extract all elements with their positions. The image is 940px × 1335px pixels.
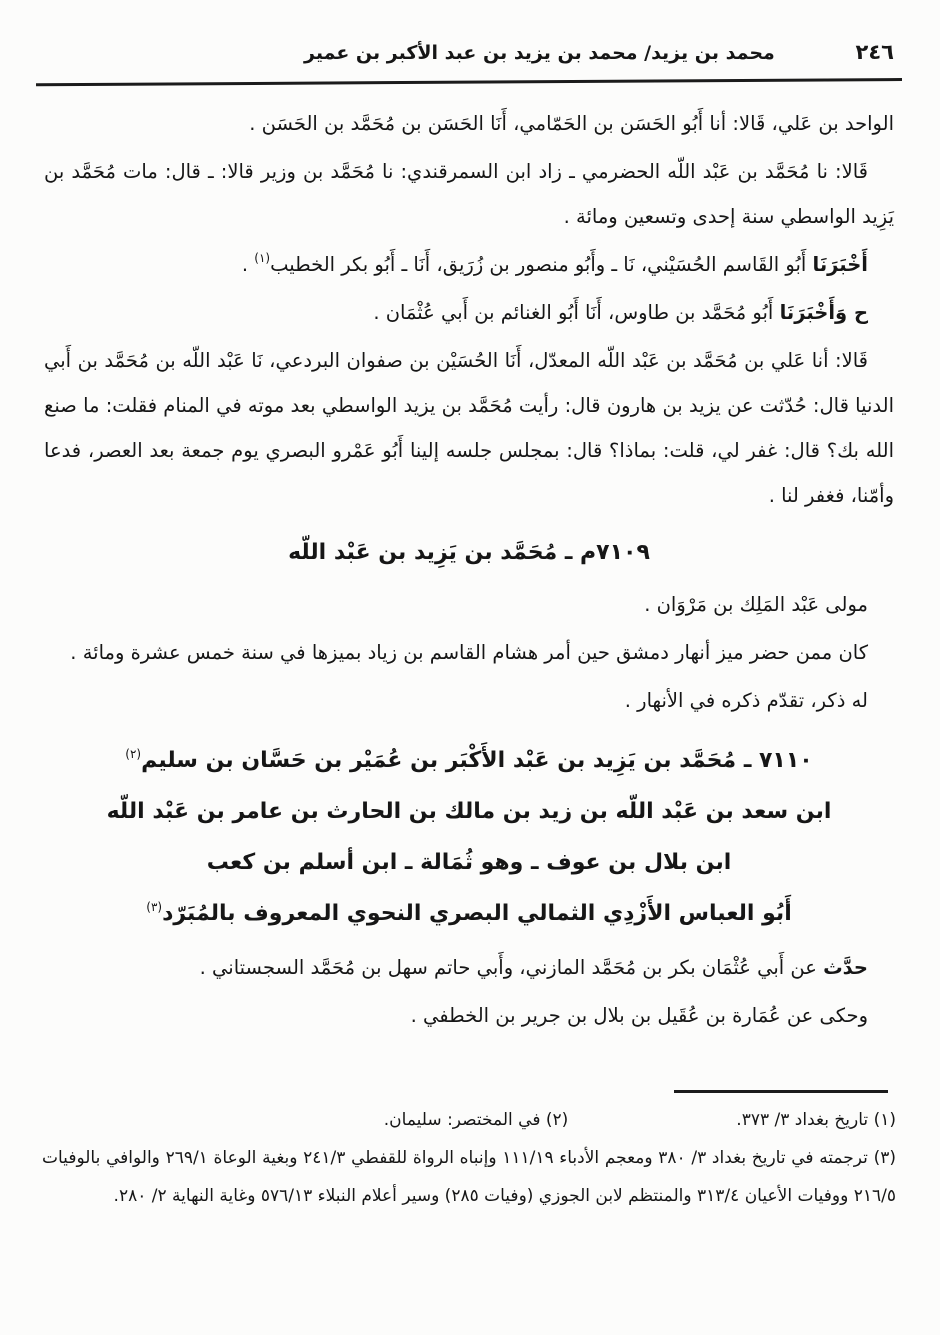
- entry-7110-haddatha: [44, 945, 894, 990]
- entry-7110-heading: [44, 735, 894, 939]
- paragraph-akhbarana: [44, 242, 894, 287]
- footnote-ref-3: (٣): [146, 900, 163, 914]
- footnote-ref-2: (٢): [125, 747, 142, 761]
- footnote-row: [42, 1101, 896, 1139]
- footnote-1-text: تاريخ بغداد ٣/ ٣٧٣.: [736, 1110, 869, 1130]
- footnote-ref-1: (١): [254, 251, 271, 265]
- haddatha-text: عن أَبي عُثْمَان بكر بن مُحَمَّد المازني، وأَبي حاتم سهل بن مُحَمَّد السجستاني .: [199, 956, 817, 979]
- entry-7110-heading-line2: ابن سعد بن عَبْد اللّه بن زيد بن مالك بن الحارث بن عامر بن عَبْد اللّه: [106, 799, 832, 824]
- isnad-tail: .: [241, 253, 255, 276]
- entry-7109-mawla: مولى عَبْد المَلِك بن مَرْوَان .: [644, 593, 868, 616]
- page-number: ٢٤٦: [855, 40, 894, 64]
- footnote-1: [736, 1101, 896, 1139]
- isnad-lead-akhbarana: أَخْبَرَنَا: [812, 253, 868, 276]
- footnote-1-marker: (١): [873, 1110, 896, 1130]
- entry-7109-heading: ٧١٠٩م ـ مُحَمَّد بن يَزِيد بن عَبْد اللّه: [288, 540, 650, 565]
- entry-7109-mention: له ذكر، تقدّم ذكره في الأنهار .: [624, 689, 868, 712]
- footnotes-section: [42, 1086, 896, 1215]
- running-title: محمد بن يزيد/ محمد بن يزيد بن عبد الأكبر بن عمير: [304, 42, 775, 64]
- isnad-lead-wa-akhbarana: ح وَأَخْبَرَنَا: [779, 301, 868, 324]
- entry-7110-heading-line4: أَبُو العباس الأَزْدِي الثمالي البصري النحوي المعروف بالمُبَرّد$^{(٣)}$: [146, 900, 792, 926]
- haddatha-lead: حدَّث: [823, 956, 868, 979]
- footnote-2: [384, 1101, 569, 1139]
- paragraph-wa-akhbarana: [44, 290, 894, 335]
- paragraph-isnad-continuation: الواحد بن عَلي، قَالا: أنا أَبُو الحَسَن بن الحَمّامي، أَنَا الحَسَن بن مُحَمَّد بن الحَسَن .: [249, 112, 894, 135]
- entry-7110-hakaa: وحكى عن عُمَارة بن عُقَيل بن بلال بن جرير بن الخطفي .: [410, 1004, 868, 1027]
- isnad-text: أَبُو مُحَمَّد بن طاوس، أَنَا أَبُو الغنائم بن أَبي عُثْمَان .: [373, 301, 774, 324]
- entry-7109-canals: كان ممن حضر ميز أنهار دمشق حين أمر هشام القاسم بن زياد بميزها في سنة خمس عشرة ومائة .: [70, 641, 868, 664]
- footnote-3-text: ترجمته في تاريخ بغداد ٣/ ٣٨٠ ومعجم الأدباء ١١١/١٩ وإنباه الرواة للقفطي ٢٤١/٣ وبغية الوعاة ٢٦٩/١ والوافي بالوفيات ٢١٦/٥ ووفيات الأعيان ٣١٣/٤ والمنتظم لابن الجوزي (وفيات ٢٨٥) وسير أعلام النبلاء ٥٧٦/١٣ وغاية النهاية ٢/ ٢٨٠.: [42, 1148, 896, 1206]
- footnote-3-marker: (٣): [873, 1148, 896, 1168]
- footnote-separator-rule: [674, 1090, 888, 1093]
- isnad-text: أَبُو القَاسم الحُسَيْني، نَا ـ وأَبُو منصور بن زُرَيق، أَنَا ـ أَبُو بكر الخطيب: [270, 253, 807, 276]
- footnote-3: [42, 1139, 896, 1215]
- page-body: [0, 81, 940, 1038]
- footnote-2-marker: (٢): [545, 1110, 569, 1130]
- entry-7110-heading-line3: ابن بلال بن عوف ـ وهو ثُمَالة ـ ابن أسلم بن كعب: [206, 850, 732, 875]
- page-header: [0, 0, 940, 64]
- footnote-2-text: في المختصر: سليمان.: [383, 1110, 541, 1130]
- paragraph-qala-hadrami: قَالا: نا مُحَمَّد بن عَبْد اللّه الحضرمي ـ زاد ابن السمرقندي: نا مُحَمَّد بن وزير قالا: ـ قال: مات مُحَمَّد بن يَزِيد الواسطي سنة إحدى وتسعين ومائة .: [44, 160, 894, 228]
- paragraph-dream-story: قَالا: أنا عَلي بن مُحَمَّد بن عَبْد اللّه المعدّل، أَنَا الحُسَيْن بن صفوان البردعي، نَا عَبْد اللّه بن مُحَمَّد بن أَبي الدنيا قال: حُدّثت عن يزيد بن هارون قال: رأيت مُحَمَّد بن يزيد الواسطي بعد موته في المنام فقلت: ما صنع الله بك؟ قال: غفر لي، قلت: بماذا؟ قال: بمجلس جلسه إلينا أَبُو عَمْرو البصري يوم جمعة بعد العصر، فدعا وأمّنا، فغفر لنا .: [44, 349, 894, 507]
- entry-7110-heading-line1: ٧١١٠ ـ مُحَمَّد بن يَزِيد بن عَبْد الأَكْبَر بن عُمَيْر بن حَسَّان بن سليم$^{(٢)}$: [125, 747, 813, 773]
